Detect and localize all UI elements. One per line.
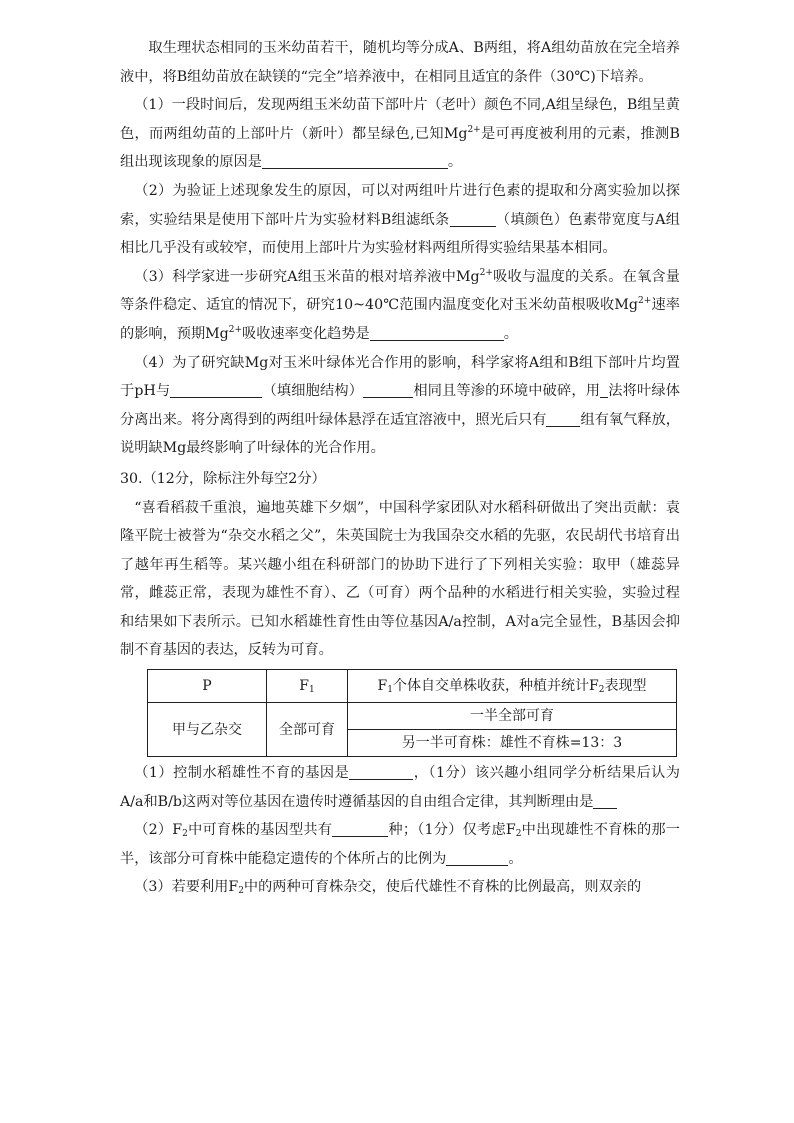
s2-end: 。	[508, 850, 523, 867]
q2-answer-blank[interactable]	[450, 208, 496, 227]
q3-text-b: 吸收与温度的关系。在氧含量等条件稳定、适宜的情况下，研究10~40℃范围内温度变化对玉米幼苗根吸收Mg	[120, 268, 680, 314]
header-f2-text-c: 表现型	[604, 678, 647, 695]
s3-sub-a: 2	[238, 886, 244, 897]
cell-f1-result: 全部可育	[267, 703, 348, 757]
s3-text-a: （3）若要利用F	[134, 879, 239, 896]
q3-superscript-2: 2+	[638, 296, 652, 307]
header-f1-sub: 1	[308, 685, 315, 696]
question-3	[120, 263, 680, 349]
table-header-row	[148, 670, 677, 703]
q3-text-a: （3）科学家进一步研究A组玉米苗的根对培养液中Mg	[134, 268, 480, 285]
sub-question-1	[120, 759, 680, 816]
q4-text-c: 相同且等渗的环境中破碎，用	[413, 383, 601, 400]
intro-paragraph: 取生理状态相同的玉米幼苗若干，随机均等分成A、B两组，将A组幼苗放在完全培养液中，将B组幼苗放在缺镁的“完全”培养液中，在相同且适宜的条件（30℃)下培养。	[120, 40, 680, 85]
q4-answer-blank-3[interactable]	[600, 379, 608, 398]
table-row	[148, 703, 677, 730]
question-4	[120, 349, 680, 463]
sub-question-3	[120, 873, 680, 902]
header-f2-text-b: 个体自交单株收获，种植并统计F	[393, 678, 599, 695]
q4-answer-blank-2[interactable]	[363, 379, 413, 398]
q4-text-a: （4）为了研究缺Mg对玉米叶绿体光合作用的影响，科学家将A组和B组下部叶片均置于pH与	[120, 354, 680, 400]
q3-answer-blank[interactable]	[370, 322, 504, 341]
q3-text-d: 吸收速率变化趋势是	[242, 325, 370, 342]
sub-question-2	[120, 816, 680, 873]
header-cell-p	[148, 670, 267, 703]
q1-superscript: 2+	[467, 124, 481, 135]
cell-f2-row1: 一半全部可育	[348, 703, 677, 730]
cell-f2-row2: 另一半可育株：雄性不育株=13：3	[348, 730, 677, 757]
s2-text-d: 中出现雄性不育株的那一半，该部分可育株中能稳定遗传的个体所占的比例为	[120, 822, 680, 867]
q4-answer-blank-4[interactable]	[546, 408, 580, 427]
header-f1-text: F	[299, 678, 309, 695]
s3-text-b: 中的两种可育株杂交，使后代雄性不育株的比例最高，则双亲的	[243, 879, 642, 896]
question-30-body: “喜看稻菽千重浪，遍地英雄下夕烟”，中国科学家团队对水稻科研做出了突出贡献：袁隆平院士被誉为“杂交水稻之父”，朱英国院士为我国杂交水稻的先驱，农民胡代书培育出了越年再生稻等。某兴趣小组在科研部门的协助下进行了下列相关实验：取甲（雄蕊异常，雌蕊正常，表现为雄性不育）、乙（可育）两个品种的水稻进行相关实验，实验过程和结果如下表所示。已知水稻雄性育性由等位基因A/a控制，A对a完全显性，B基因会抑制不育基因的表达，反转为可育。	[120, 499, 680, 659]
header-cell-f2	[348, 670, 677, 703]
q3-end: 。	[503, 325, 518, 342]
question-2	[120, 177, 680, 263]
s1-text-a: （1）控制水稻雄性不育的基因是	[134, 765, 350, 782]
q4-answer-blank-1[interactable]	[170, 379, 262, 398]
q4-text-b: （填细胞结构）	[262, 383, 364, 400]
s2-text-b: 中可育株的基因型共有	[187, 822, 333, 839]
header-p-text: P	[202, 678, 212, 695]
s2-text-c: 种；（1分）仅考虑F	[388, 822, 516, 839]
q2-text-b: （填颜色）色素带宽度与A组相比几乎没有或较窄，而使用上部叶片为实验材料两组所得实验结果基本相同。	[120, 211, 680, 257]
q4-text-d: 法将叶绿体分离出来。将分离得到的两组叶绿体悬浮在适宜溶液中，照光后只有	[120, 383, 680, 428]
s2-answer-blank-1[interactable]	[332, 818, 388, 837]
s1-text-b: ，（1分）该兴趣小组同学分析结果后认为A/a和B/b这两对等位基因在遗传时遵循基因的自由组合定律，其判断理由是	[120, 765, 680, 810]
q3-superscript-1: 2+	[479, 267, 493, 278]
q1-text-a: （1）一段时间后，发现两组玉米幼苗下部叶片（老叶）颜色不同,A组呈绿色，B组呈黄色，而两组幼苗的上部叶片（新叶）都呈绿色,已知Mg	[120, 97, 680, 142]
question-30-heading: 30.（12分，除标注外每空2分）	[120, 470, 326, 487]
q1-text-b: 是可再度被利用的元素，推测B组出现该现象的原因是	[120, 125, 680, 171]
header-cell-f1	[267, 670, 348, 703]
s1-answer-blank-1[interactable]	[349, 761, 413, 780]
s2-answer-blank-2[interactable]	[446, 847, 508, 866]
header-f2-sub-b: 2	[598, 685, 605, 696]
s2-text-a: （2）F	[134, 822, 183, 839]
s2-sub-c: 2	[515, 829, 522, 840]
q4-text-e: 组有氧气释放，说明缺Mg最终影响了叶绿体的光合作用。	[120, 411, 680, 457]
q1-end: 。	[447, 154, 463, 171]
q3-text-c: 速率的影响，预期Mg	[120, 297, 680, 342]
s1-answer-blank-2[interactable]	[593, 790, 617, 809]
s2-sub-a: 2	[182, 829, 188, 840]
q1-answer-blank[interactable]	[262, 150, 448, 169]
document-page	[120, 34, 680, 902]
question-1	[120, 91, 680, 177]
q2-text-a: （2）为验证上述现象发生的原因，可以对两组叶片进行色素的提取和分离实验加以探索，实验结果是使用下部叶片为实验材料B组滤纸条	[120, 182, 680, 228]
cell-cross: 甲与乙杂交	[148, 703, 267, 757]
results-table	[147, 669, 677, 757]
header-f2-sub-a: 1	[387, 685, 393, 696]
header-f2-text-a: F	[377, 678, 388, 695]
q3-superscript-3: 2+	[228, 324, 243, 335]
